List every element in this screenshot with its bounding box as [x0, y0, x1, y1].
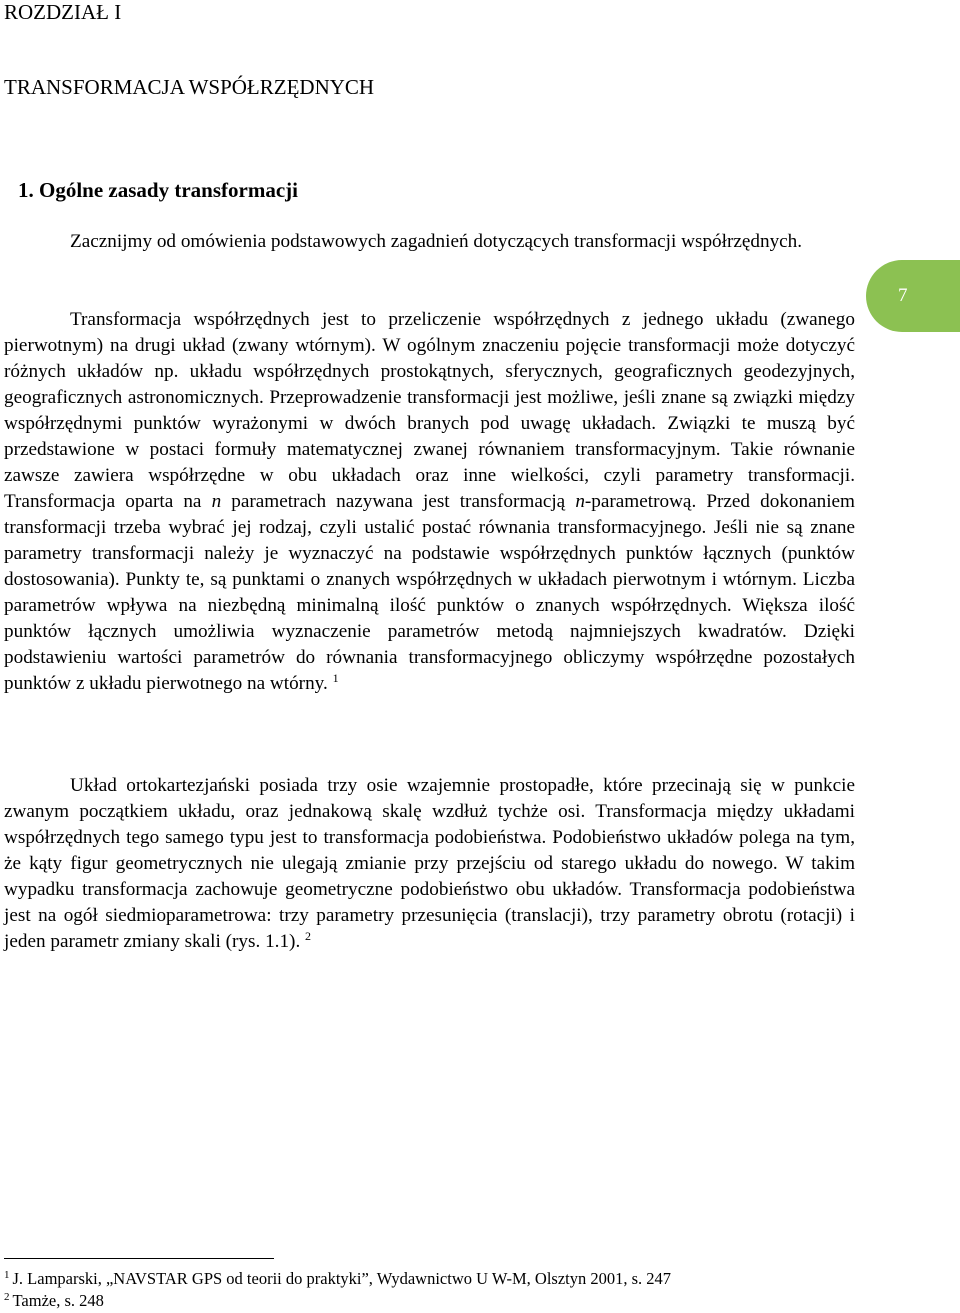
parameter-symbol-n-2: n	[575, 491, 585, 512]
footnote-divider	[4, 1258, 274, 1259]
paragraph-cartesian	[4, 773, 855, 955]
paragraph-intro: Zacznijmy od omówienia podstawowych zagadnień dotyczących transformacji współrzędnych.	[70, 231, 803, 252]
parameter-symbol-n: n	[211, 491, 222, 512]
footnote-mark: 2	[4, 1291, 10, 1303]
page-number-badge	[866, 260, 960, 332]
footnote-mark: 1	[4, 1269, 10, 1281]
section-title: 1. Ogólne zasady transformacji	[18, 178, 298, 202]
paragraph-definition-text-b: parametrach nazywana jest transformacją	[221, 491, 576, 512]
footnote-text: Tamże, s. 248	[12, 1291, 104, 1310]
footnote-ref-1[interactable]: 1	[332, 671, 339, 685]
paragraph-definition	[4, 307, 855, 697]
chapter-title: TRANSFORMACJA WSPÓŁRZĘDNYCH	[4, 75, 375, 99]
page-number: 7	[898, 285, 908, 306]
footnote-ref-2[interactable]: 2	[305, 929, 312, 943]
paragraph-definition-text-c: -parametrową. Przed dokonaniem transformacji trzeba wybrać jej rodzaj, czyli ustalić postać równania transformacyjnego. Jeśli nie są znane parametry transformacji należy je wyznaczyć na podstawie współrzędnych punktów łącznych (punktów dostosowania). Punkty te, są punktami o znanych współrzędnych w układach pierwotnym i wtórnym. Liczba parametrów wpływa na niezbędną minimalną ilość punktów o znanych współrzędnych. Większa ilość punktów łącznych umożliwia wyznaczenie parametrów metodą najmniejszych kwadratów. Dzięki podstawieniu wartości parametrów do równania transformacyjnego obliczymy współrzędne pozostałych punktów z układu pierwotnego na wtórny.	[4, 491, 855, 694]
paragraph-cartesian-text: Układ ortokartezjański posiada trzy osie wzajemnie prostopadłe, które przecinają się w punkcie zwanym początkiem układu, oraz jednakową skalę wzdłuż tychże osi. Transformacja między układami współrzędnych tego samego typu jest to transformacja podobieństwa. Podobieństwo układów polega na tym, że kąty figur geometrycznych nie ulegają zmianie przy przejściu od starego układu do nowego. W takim wypadku transformacja zachowuje geometryczne podobieństwo obu układów. Transformacja podobieństwa jest na ogół siedmioparametrowa: trzy parametry przesunięcia (translacji), trzy parametry obrotu (rotacji) i jeden parametr zmiany skali (rys. 1.1).	[4, 775, 855, 952]
footnote-text: J. Lamparski, „NAVSTAR GPS od teorii do praktyki”, Wydawnictwo U W-M, Olsztyn 2001, s. 247	[12, 1269, 672, 1288]
footnote-2	[4, 1291, 104, 1311]
chapter-label: ROZDZIAŁ I	[4, 0, 122, 24]
paragraph-definition-text-a: Transformacja współrzędnych jest to przeliczenie współrzędnych z jednego układu (zwanego pierwotnym) na drugi układ (zwany wtórnym). W ogólnym znaczeniu pojęcie transformacji może dotyczyć różnych układów np. układu współrzędnych prostokątnych, sferycznych, geograficznych geodezyjnych, geograficznych astronomicznych. Przeprowadzenie transformacji jest możliwe, jeśli znane są związki między współrzędnymi punktów wyrażonymi w dwóch branych pod uwagę układach. Związki te muszą być przedstawione w postaci formuły matematycznej zwanej równaniem transformacyjnym. Takie równanie zawsze zawiera współrzędne w obu układach oraz inne wielkości, czyli parametry transformacji. Transformacja oparta na	[4, 309, 855, 512]
footnote-1	[4, 1269, 671, 1289]
